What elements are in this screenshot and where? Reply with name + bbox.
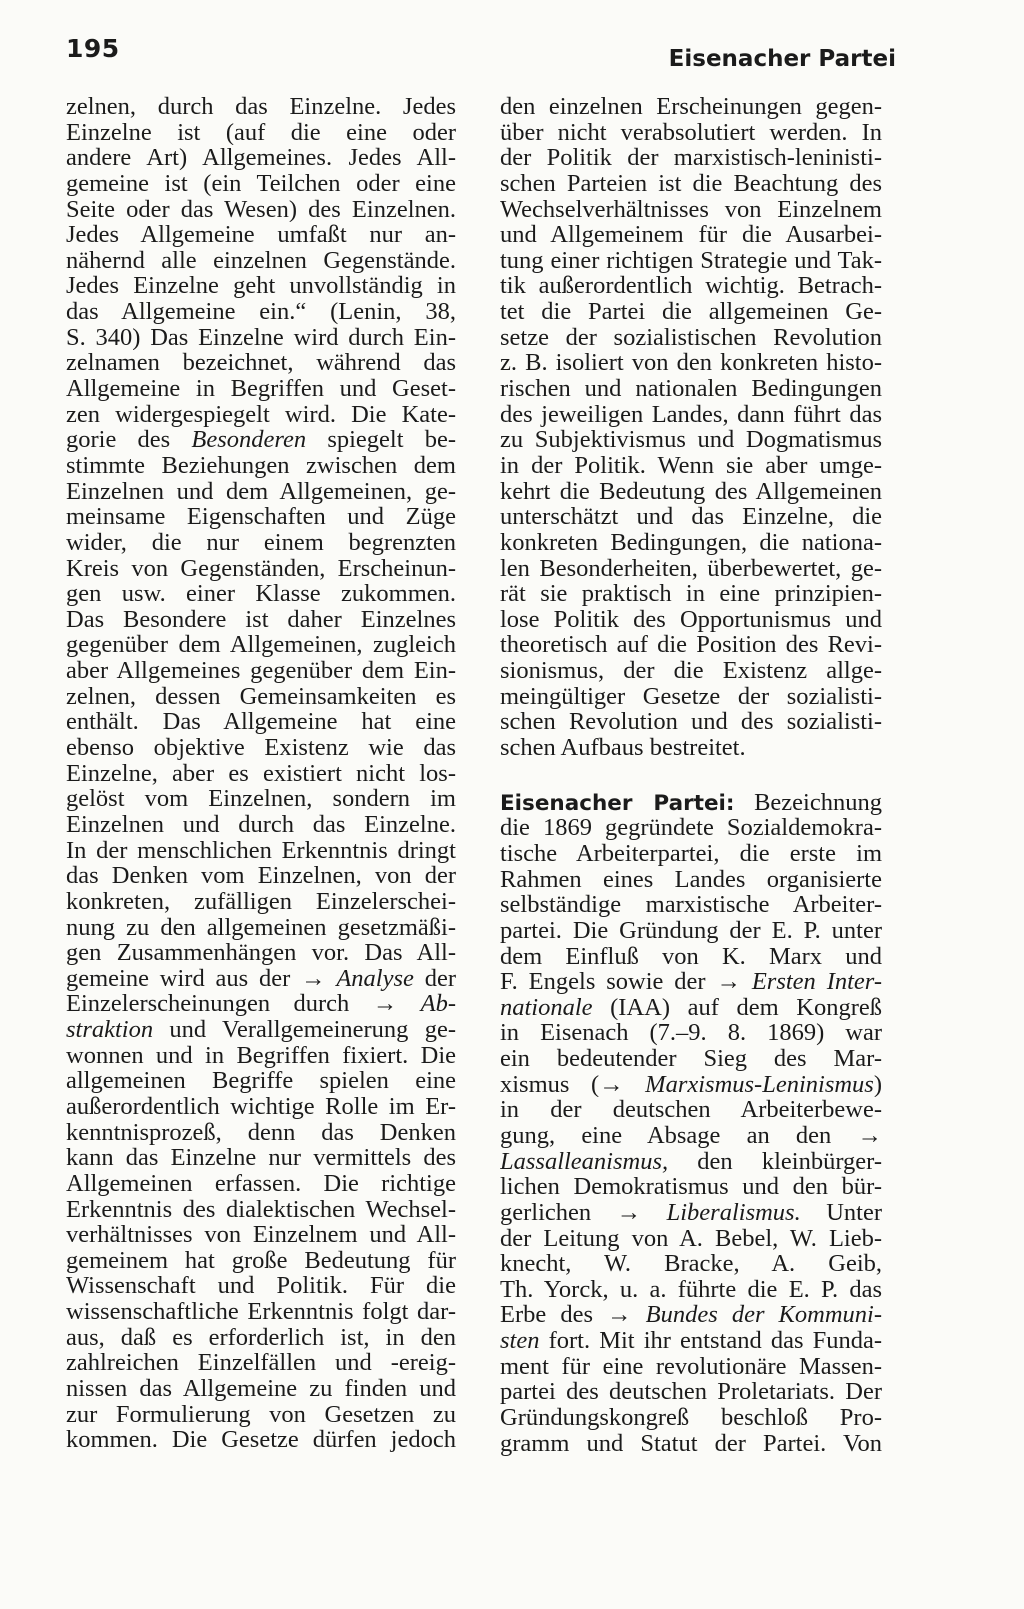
text-segment: konkreten, zufälligen Einzelerschei- xyxy=(66,888,456,915)
text-line xyxy=(66,889,456,915)
text-segment: tische Arbeiterpartei, die erste im xyxy=(500,840,882,867)
text-segment: aber Allgemeines gegenüber dem Ein- xyxy=(66,658,456,684)
text-segment: der xyxy=(413,965,456,992)
text-line xyxy=(66,504,456,530)
text-line xyxy=(500,1277,882,1303)
text-segment: Unter xyxy=(800,1199,882,1226)
text-line xyxy=(66,1197,456,1223)
text-line xyxy=(500,530,882,556)
text-segment: nähernd alle einzelnen Gegenstände. xyxy=(66,247,456,274)
text-segment: gung, eine Absage an den → xyxy=(500,1122,882,1149)
text-line xyxy=(66,684,456,710)
text-segment: ment für eine revolutionäre Massen- xyxy=(500,1353,882,1380)
text-line xyxy=(500,402,882,428)
text-segment: gen usw. einer Klasse zukommen. xyxy=(66,581,456,607)
text-segment: stimmte Beziehungen zwischen dem xyxy=(66,452,456,479)
text-segment: partei. Die Gründung der E. P. unter xyxy=(500,917,882,944)
text-segment: in der deutschen Arbeiterbewe- xyxy=(500,1097,882,1123)
right-column xyxy=(500,94,882,1456)
text-line xyxy=(66,1171,456,1197)
text-line xyxy=(500,350,882,376)
text-segment: zahlreichen Einzelfällen und -ereig- xyxy=(66,1350,456,1377)
text-segment: Das Besondere ist daher Einzelnes xyxy=(66,606,456,633)
text-line xyxy=(500,1302,882,1328)
text-segment: schen Revolution und des sozialisti- xyxy=(500,709,882,736)
text-line xyxy=(66,915,456,941)
text-segment: ebenso objektive Existenz wie das xyxy=(66,735,456,761)
text-line xyxy=(66,376,456,402)
text-segment: kommen. Die Gesetze dürfen jedoch xyxy=(66,1427,456,1453)
text-line xyxy=(500,1174,882,1200)
text-segment: Jedes Einzelne geht unvollständig in xyxy=(66,273,456,300)
text-segment: aus, daß es erforderlich ist, in den xyxy=(66,1324,456,1351)
text-line xyxy=(66,1299,456,1325)
text-line xyxy=(500,1354,882,1380)
cross-reference: Liberalismus. xyxy=(666,1199,801,1226)
cross-reference: Besonderen xyxy=(191,427,307,453)
text-segment: kehrt die Bedeutung des Allgemeinen xyxy=(500,478,882,505)
text-segment: gerlichen → xyxy=(500,1199,667,1226)
text-segment: in der Politik. Wenn sie aber umge- xyxy=(500,452,882,479)
text-segment: den einzelnen Erscheinungen gegen- xyxy=(500,94,882,120)
text-segment: der Leitung von A. Bebel, W. Lieb- xyxy=(500,1225,882,1252)
text-line xyxy=(66,120,456,146)
text-line xyxy=(500,479,882,505)
page-number: 195 xyxy=(66,34,120,63)
text-line xyxy=(66,1325,456,1351)
text-segment: andere Art) Allgemeines. Jedes All- xyxy=(66,145,456,171)
text-line xyxy=(500,556,882,582)
text-segment: gramm und Statut der Partei. Von xyxy=(500,1430,882,1457)
text-line xyxy=(66,838,456,864)
text-segment: und Allgemeinem für die Ausarbei- xyxy=(500,222,882,248)
text-segment: rät sie praktisch in eine prinzipien- xyxy=(500,581,882,607)
text-segment: Einzelnen und dem Allgemeinen, ge- xyxy=(66,478,456,505)
text-segment: gorie des xyxy=(66,427,192,453)
text-segment: kenntnisprozeß, denn das Denken xyxy=(66,1119,456,1146)
cross-reference: Lassalleanismus, xyxy=(500,1148,669,1175)
text-line xyxy=(500,867,882,893)
text-line xyxy=(66,197,456,223)
text-segment: Th. Yorck, u. a. führte die E. P. das xyxy=(500,1276,882,1303)
text-segment: Wissenschaft und Politik. Für die xyxy=(66,1273,456,1300)
text-segment: knecht, W. Bracke, A. Geib, xyxy=(500,1251,882,1277)
text-line xyxy=(500,1097,882,1123)
text-segment: Erkenntnis des dialektischen Wechsel- xyxy=(66,1196,456,1223)
text-line xyxy=(500,995,882,1021)
text-line xyxy=(500,632,882,658)
text-line xyxy=(500,1149,882,1175)
text-segment: In der menschlichen Erkenntnis dringt xyxy=(66,837,456,864)
text-segment: den kleinbürger- xyxy=(668,1148,882,1175)
text-line xyxy=(66,145,456,171)
text-line xyxy=(500,299,882,325)
entry-term: Eisenacher Partei: xyxy=(500,790,735,816)
text-line xyxy=(500,453,882,479)
text-line xyxy=(66,863,456,889)
text-line xyxy=(66,248,456,274)
paragraph-gap xyxy=(500,761,882,790)
text-line xyxy=(500,427,882,453)
text-line xyxy=(500,325,882,351)
text-segment: nung zu den allgemeinen gesetzmäßi- xyxy=(66,914,456,941)
text-line xyxy=(500,1431,882,1457)
text-line xyxy=(500,790,882,816)
text-segment: theoretisch auf die Position des Revi- xyxy=(500,632,882,659)
text-line xyxy=(500,222,882,248)
text-line xyxy=(66,402,456,428)
text-segment: gemeine ist (ein Teilchen oder eine xyxy=(66,170,456,197)
text-line xyxy=(66,1068,456,1094)
text-line xyxy=(500,1251,882,1277)
text-segment: setze der sozialistischen Revolution xyxy=(500,324,882,351)
text-line xyxy=(66,607,456,633)
text-line xyxy=(500,1123,882,1149)
text-segment: fort. Mit ihr entstand das Funda- xyxy=(539,1328,882,1354)
text-segment: wissenschaftliche Erkenntnis folgt dar- xyxy=(66,1299,456,1325)
cross-reference: sten xyxy=(500,1328,540,1354)
text-segment: lichen Demokratismus und den bür- xyxy=(500,1174,882,1200)
text-segment: tung einer richtigen Strategie und Tak- xyxy=(500,247,882,274)
text-segment: Einzelne, aber es existiert nicht los- xyxy=(66,760,456,787)
text-segment: zur Formulierung von Gesetzen zu xyxy=(66,1401,456,1428)
text-segment: selbständige marxistische Arbeiter- xyxy=(500,892,882,918)
text-segment: gegenüber dem Allgemeinen, zugleich xyxy=(66,632,456,659)
text-line xyxy=(66,1094,456,1120)
text-segment: wider, die nur einem begrenzten xyxy=(66,529,456,556)
text-line xyxy=(66,299,456,325)
text-segment: zelnen, dessen Gemeinsamkeiten es xyxy=(66,683,456,710)
text-line xyxy=(66,966,456,992)
text-segment: zu Subjektivismus und Dogmatismus xyxy=(500,427,882,453)
text-segment: Allgemeinen erfassen. Die richtige xyxy=(66,1170,456,1197)
text-line xyxy=(500,1379,882,1405)
text-segment: dem Einfluß von K. Marx und xyxy=(500,943,882,970)
text-segment: das Allgemeine ein.“ (Lenin, 38, xyxy=(66,299,456,325)
cross-reference: Ab- xyxy=(420,991,456,1018)
text-line xyxy=(66,427,456,453)
text-segment: Einzelerscheinungen durch → xyxy=(66,991,421,1018)
text-segment: das Denken vom Einzelnen, von der xyxy=(66,863,456,889)
text-segment: Wechselverhältnisses von Einzelnem xyxy=(500,196,882,223)
text-segment: rischen und nationalen Bedingungen xyxy=(500,376,882,402)
text-segment: außerordentlich wichtige Rolle im Er- xyxy=(66,1093,456,1120)
text-line xyxy=(500,273,882,299)
running-title: Eisenacher Partei xyxy=(668,46,896,72)
text-segment: Einzelnen und durch das Einzelne. xyxy=(66,811,456,838)
text-segment: Bezeichnung xyxy=(754,789,882,816)
text-line xyxy=(66,1222,456,1248)
text-line xyxy=(66,453,456,479)
text-segment: wonnen und in Begriffen fixiert. Die xyxy=(66,1042,456,1069)
text-segment: und Verallgemeinerung ge- xyxy=(153,1017,456,1043)
text-segment: Einzelne ist (auf die eine oder xyxy=(66,119,456,146)
text-segment: z. B. isoliert von den konkreten histo- xyxy=(500,350,882,377)
text-line xyxy=(66,1427,456,1453)
left-column xyxy=(66,94,456,1453)
text-line xyxy=(66,940,456,966)
text-line xyxy=(66,171,456,197)
text-segment: Seite oder das Wesen) des Einzelnen. xyxy=(66,196,456,223)
text-segment: zen widergespiegelt wird. Die Kate- xyxy=(66,401,456,428)
text-segment: gemeine wird aus der → xyxy=(66,965,337,992)
text-segment: gelöst vom Einzelnen, sondern im xyxy=(66,786,456,812)
text-line xyxy=(66,1145,456,1171)
text-line xyxy=(500,120,882,146)
text-segment: allgemeinen Begriffe spielen eine xyxy=(66,1068,456,1094)
text-line xyxy=(66,658,456,684)
text-segment: len Besonderheiten, überbewertet, ge- xyxy=(500,555,882,582)
text-line xyxy=(66,632,456,658)
text-line xyxy=(500,1405,882,1431)
text-line xyxy=(500,709,882,735)
text-line xyxy=(66,991,456,1017)
text-line xyxy=(66,1017,456,1043)
text-line xyxy=(66,761,456,787)
text-segment: Rahmen eines Landes organisierte xyxy=(500,866,882,893)
text-line xyxy=(500,684,882,710)
text-line xyxy=(66,1248,456,1274)
text-line xyxy=(500,504,882,530)
text-segment: in Eisenach (7.–9. 8. 1869) war xyxy=(500,1020,882,1047)
text-segment: meinsame Eigenschaften und Züge xyxy=(66,504,456,530)
text-line xyxy=(66,479,456,505)
text-segment: gemeinem hat große Bedeutung für xyxy=(66,1247,456,1274)
text-line xyxy=(66,1120,456,1146)
text-line xyxy=(500,944,882,970)
text-segment: zelnen, durch das Einzelne. Jedes xyxy=(66,94,456,120)
text-line xyxy=(500,1226,882,1252)
text-line xyxy=(500,892,882,918)
text-segment: nissen das Allgemeine zu finden und xyxy=(66,1376,456,1402)
text-line xyxy=(66,325,456,351)
text-line xyxy=(66,786,456,812)
text-line xyxy=(500,248,882,274)
text-line xyxy=(66,530,456,556)
text-line xyxy=(66,556,456,582)
text-segment: zelnamen bezeichnet, während das xyxy=(66,350,456,377)
text-line xyxy=(500,735,882,761)
text-segment: meingültiger Gesetze der sozialisti- xyxy=(500,683,882,710)
text-segment: verhältnisses von Einzelnem und All- xyxy=(66,1222,456,1248)
text-segment: Erbe des → xyxy=(500,1302,646,1329)
text-line xyxy=(500,918,882,944)
cross-reference: Marxismus-Leninismus xyxy=(645,1071,874,1098)
cross-reference: Analyse xyxy=(336,965,414,992)
cross-reference: nationale xyxy=(500,994,593,1021)
text-line xyxy=(500,94,882,120)
text-segment: spiegelt be- xyxy=(306,427,456,453)
text-line xyxy=(500,376,882,402)
text-segment: schen Aufbaus bestreitet. xyxy=(500,734,746,762)
text-line xyxy=(66,222,456,248)
text-line xyxy=(500,815,882,841)
text-segment: Jedes Allgemeine umfaßt nur an- xyxy=(66,222,456,248)
text-line xyxy=(66,273,456,299)
text-segment: unterschätzt und das Einzelne, die xyxy=(500,504,882,530)
text-segment: sionismus, der die Existenz allge- xyxy=(500,658,882,684)
text-segment: Gründungskongreß beschloß Pro- xyxy=(500,1405,882,1431)
cross-reference: straktion xyxy=(66,1017,154,1043)
text-segment: partei des deutschen Proletariats. Der xyxy=(500,1379,882,1406)
text-line xyxy=(66,709,456,735)
text-segment: F. Engels sowie der → xyxy=(500,969,752,995)
text-segment: kann das Einzelne nur vermittels des xyxy=(66,1145,456,1171)
text-segment: Allgemeine in Begriffen und Geset- xyxy=(66,376,456,402)
text-line xyxy=(500,145,882,171)
text-segment: der Politik der marxistisch-leninisti- xyxy=(500,145,882,171)
text-segment: Kreis von Gegenständen, Erscheinun- xyxy=(66,555,456,582)
text-segment: enthält. Das Allgemeine hat eine xyxy=(66,709,456,736)
text-segment: xismus (→ xyxy=(500,1071,646,1098)
text-line xyxy=(500,1020,882,1046)
text-segment: (IAA) auf dem Kongreß xyxy=(592,994,882,1021)
text-line xyxy=(500,969,882,995)
text-line xyxy=(500,607,882,633)
text-line xyxy=(66,1273,456,1299)
text-segment: tet die Partei die allgemeinen Ge- xyxy=(500,299,882,325)
text-line xyxy=(66,1043,456,1069)
cross-reference: Ersten Inter- xyxy=(751,969,882,995)
text-line xyxy=(500,197,882,223)
text-line xyxy=(66,350,456,376)
text-segment: ein bedeutender Sieg des Mar- xyxy=(500,1046,882,1072)
text-segment: gen Zusammenhängen vor. Das All- xyxy=(66,940,456,966)
text-line xyxy=(500,1046,882,1072)
text-segment: S. 340) Das Einzelne wird durch Ein- xyxy=(66,324,456,351)
text-segment: konkreten Bedingungen, die nationa- xyxy=(500,529,882,556)
text-line xyxy=(66,94,456,120)
text-line xyxy=(66,812,456,838)
text-segment: des jeweiligen Landes, dann führt das xyxy=(500,401,882,428)
text-line xyxy=(500,1072,882,1098)
text-segment: lose Politik des Opportunismus und xyxy=(500,606,882,633)
text-line xyxy=(500,581,882,607)
text-line xyxy=(66,735,456,761)
text-segment: die 1869 gegründete Sozialdemokra- xyxy=(500,815,882,841)
text-line xyxy=(500,658,882,684)
text-line xyxy=(500,171,882,197)
text-segment: tik außerordentlich wichtig. Betrach- xyxy=(500,273,882,300)
text-line xyxy=(66,1376,456,1402)
text-line xyxy=(66,581,456,607)
text-line xyxy=(66,1350,456,1376)
text-segment: schen Parteien ist die Beachtung des xyxy=(500,170,882,197)
text-segment: über nicht verabsolutiert werden. In xyxy=(500,119,882,146)
text-line xyxy=(500,1200,882,1226)
text-line xyxy=(500,841,882,867)
text-segment: ) xyxy=(873,1071,882,1098)
text-line xyxy=(500,1328,882,1354)
text-line xyxy=(66,1402,456,1428)
cross-reference: Bundes der Kommuni- xyxy=(645,1302,882,1329)
